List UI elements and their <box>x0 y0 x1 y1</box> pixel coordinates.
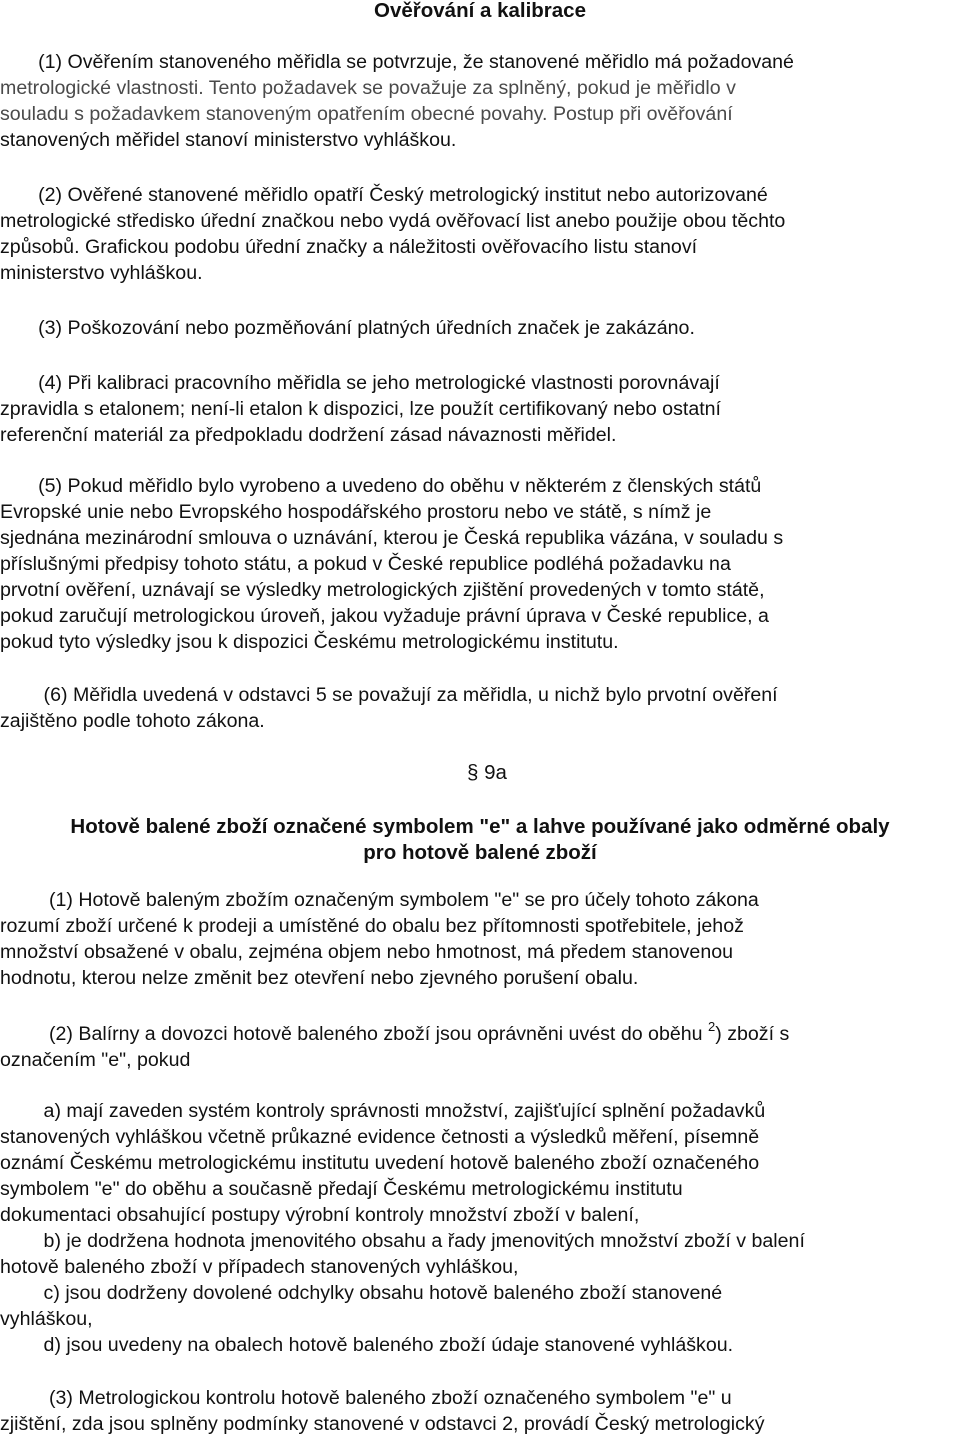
text-line: sjednána mezinárodní smlouva o uznávání, kterou je Česká republika vázána, v souladu s <box>0 527 784 549</box>
text-line: b) je dodržena hodnota jmenovitého obsahu a řady jmenovitých množství zboží v balení <box>0 1230 805 1252</box>
text-line: (1) Hotově baleným zbožím označeným symbolem "e" se pro účely tohoto zákona <box>0 889 759 911</box>
text-line: zpravidla s etalonem; není-li etalon k dispozici, lze použít certifikovaný nebo ostatní <box>0 398 721 420</box>
text-line: příslušnými předpisy tohoto státu, a pokud v České republice podléhá požadavku na <box>0 553 731 575</box>
text-line: (2) Ověřené stanovené měřidlo opatří Český metrologický institut nebo autorizované <box>0 184 768 206</box>
text-line: metrologické středisko úřední značkou nebo vydá ověřovací list anebo použije obou těchto <box>0 210 786 232</box>
paragraph-9a-3 <box>0 1385 958 1437</box>
footnote-mark: 2 <box>708 1019 716 1034</box>
text-line: zjištění, zda jsou splněny podmínky stanovené v odstavci 2, provádí Český metrologický <box>0 1413 765 1435</box>
text-line: stanovených měřidel stanoví ministerstvo vyhláškou. <box>0 129 457 151</box>
section-heading-line-1: Hotově balené zboží označené symbolem "e" a lahve používané jako odměrné obaly <box>70 815 890 838</box>
paragraph-9a-2 <box>0 1021 958 1073</box>
text-line: (6) Měřidla uvedená v odstavci 5 se považují za měřidla, u nichž bylo prvotní ověření <box>0 684 778 706</box>
text-fragment: ) zboží s <box>715 1023 790 1045</box>
text-fragment: (2) Balírny a dovozci hotově baleného zboží jsou oprávněni uvést do oběhu <box>0 1023 703 1045</box>
paragraph-9a-2-items <box>0 1098 958 1358</box>
text-line: souladu s požadavkem stanoveným opatřením obecné povahy. Postup při ověřování <box>0 103 733 125</box>
text-line: způsobů. Grafickou podobu úřední značky a náležitosti ověřovacího listu stanoví <box>0 236 698 258</box>
paragraph-3 <box>0 315 958 341</box>
text-line: množství obsažené v obalu, zejména objem nebo hmotnost, má předem stanovenou <box>0 941 734 963</box>
paragraph-4 <box>0 370 958 448</box>
text-line: Evropské unie nebo Evropského hospodářského prostoru nebo ve státě, s nímž je <box>0 501 712 523</box>
text-line: (1) Ověřením stanoveného měřidla se potvrzuje, že stanovené měřidlo má požadované <box>0 51 794 73</box>
paragraph-9a-1 <box>0 887 958 991</box>
text-line: oznámí Českému metrologickému institutu uvedení hotově baleného zboží označeného <box>0 1152 760 1174</box>
text-line: c) jsou dodrženy dovolené odchylky obsahu hotově baleného zboží stanovené <box>0 1282 723 1304</box>
text-line: pokud zaručují metrologickou úroveň, jakou vyžaduje právní úprava v České republice, a <box>0 605 769 627</box>
paragraph-2 <box>0 182 958 286</box>
text-line: pokud tyto výsledky jsou k dispozici Českému metrologickému institutu. <box>0 631 619 653</box>
text-line: (3) Poškozování nebo pozměňování platných úředních značek je zakázáno. <box>0 317 695 339</box>
text-line: (5) Pokud měřidlo bylo vyrobeno a uvedeno do oběhu v některém z členských států <box>0 475 762 497</box>
text-line <box>0 1021 958 1047</box>
section-heading-line-2: pro hotově balené zboží <box>363 841 597 864</box>
text-line: hotově baleného zboží v případech stanovených vyhláškou, <box>0 1256 519 1278</box>
text-line: dokumentaci obsahující postupy výrobní kontroly množství zboží v balení, <box>0 1204 640 1226</box>
paragraph-1 <box>0 49 958 153</box>
text-line: (4) Při kalibraci pracovního měřidla se jeho metrologické vlastnosti porovnávají <box>0 372 720 394</box>
text-line: d) jsou uvedeny na obalech hotově baleného zboží údaje stanovené vyhláškou. <box>0 1334 734 1356</box>
text-line: (3) Metrologickou kontrolu hotově baleného zboží označeného symbolem "e" u <box>0 1387 732 1409</box>
text-line: rozumí zboží určené k prodeji a umístěné do obalu bez přítomnosti spotřebitele, jehož <box>0 915 744 937</box>
text-line: hodnotu, kterou nelze změnit bez otevření nebo zjevného porušení obalu. <box>0 967 639 989</box>
text-line: stanovených vyhláškou včetně průkazné evidence četnosti a výsledků měření, písemně <box>0 1126 760 1148</box>
text-line: metrologické vlastnosti. Tento požadavek se považuje za splněný, pokud je měřidlo v <box>0 77 736 99</box>
text-line: prvotní ověření, uznávají se výsledky metrologických zjištění provedených v tomto státě, <box>0 579 765 601</box>
paragraph-mark: § 9a <box>467 761 507 784</box>
text-line: symbolem "e" do oběhu a současně předají Českému metrologickému institutu <box>0 1178 683 1200</box>
text-line: zajištěno podle tohoto zákona. <box>0 710 265 732</box>
text-line: a) mají zaveden systém kontroly správnosti množství, zajišťující splnění požadavků <box>0 1100 766 1122</box>
text-line: ministerstvo vyhláškou. <box>0 262 203 284</box>
section-title: Ověřování a kalibrace <box>374 0 586 22</box>
text-line: označením "e", pokud <box>0 1049 191 1071</box>
paragraph-5 <box>0 473 958 655</box>
text-line: referenční materiál za předpokladu dodržení zásad návaznosti měřidel. <box>0 424 617 446</box>
paragraph-6 <box>0 682 958 734</box>
text-line: vyhláškou, <box>0 1308 93 1330</box>
